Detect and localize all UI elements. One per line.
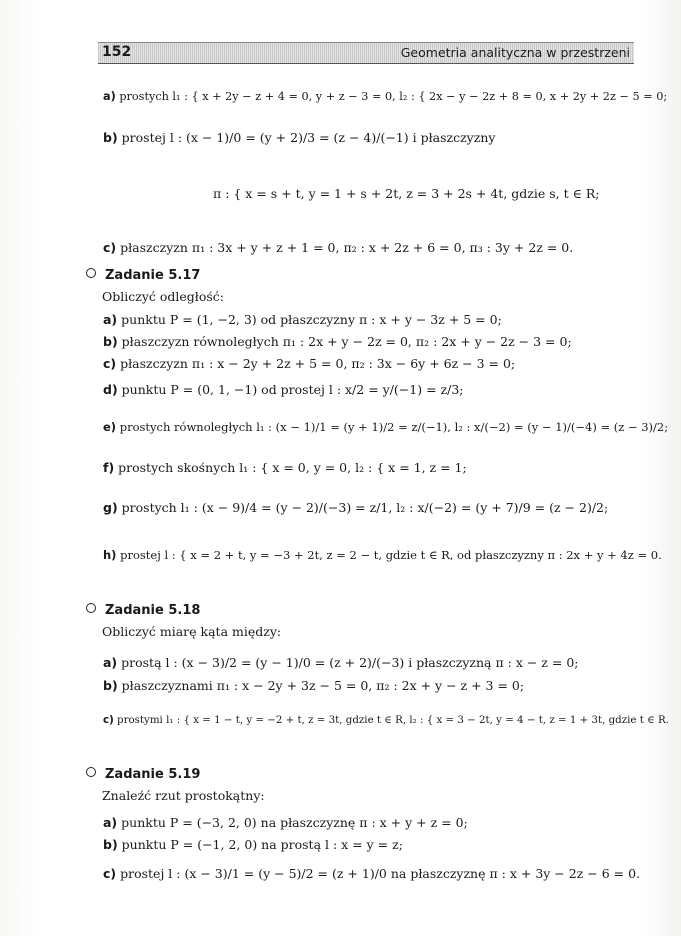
- item-label: b): [103, 678, 118, 693]
- exercise-title: Zadanie 5.17: [105, 268, 201, 283]
- chapter-title: Geometria analityczna w przestrzeni: [400, 45, 630, 60]
- exercise-title: Zadanie 5.19: [105, 767, 201, 782]
- item-formula: prostych równoległych l₁ : (x − 1)/1 = (y + 1)/2 = z/(−1), l₂ : x/(−2) = (y − 1)/(−4) = (z − 3)/2;: [119, 420, 669, 434]
- exercise-title: Zadanie 5.18: [105, 603, 201, 618]
- exercise-instruction: Obliczyć miarę kąta między:: [102, 624, 282, 639]
- exercise-item: [103, 240, 573, 255]
- item-formula: prostych l₁ : { x + 2y − z + 4 = 0, y + z − 3 = 0, l₂ : { 2x − y − 2z + 8 = 0, x + 2y + 2z − 5 = 0;: [119, 90, 668, 103]
- exercise-item: [103, 655, 578, 670]
- exercise-item: [213, 186, 599, 201]
- item-formula: prostymi l₁ : { x = 1 − t, y = −2 + t, z = 3t, gdzie t ∈ R, l₂ : { x = 3 − 2t, y = 4 − t, z = 1 + 3t, gdzie t ∈ R.: [117, 714, 669, 726]
- item-label: c): [103, 714, 114, 726]
- item-label: a): [103, 312, 118, 327]
- item-label: b): [103, 334, 118, 349]
- exercise-item: [103, 460, 467, 475]
- exercise-item: [103, 334, 572, 349]
- item-label: g): [103, 500, 118, 515]
- item-label: a): [103, 90, 116, 103]
- exercise-instruction: Znaleźć rzut prostokątny:: [102, 788, 265, 803]
- exercise-item: [103, 500, 608, 515]
- exercise-item: [103, 420, 668, 434]
- item-formula: płaszczyzn π₁ : 3x + y + z + 1 = 0, π₂ : x + 2z + 6 = 0, π₃ : 3y + 2z = 0.: [120, 240, 574, 255]
- item-label: h): [103, 548, 117, 562]
- item-formula: prostych skośnych l₁ : { x = 0, y = 0, l₂ : { x = 1, z = 1;: [118, 460, 467, 475]
- exercise-item: [103, 90, 667, 103]
- item-label: d): [103, 382, 118, 397]
- exercise-heading: [86, 603, 200, 618]
- running-header: [98, 42, 634, 64]
- bullet-circle-icon: [86, 268, 96, 278]
- exercise-item: [103, 130, 495, 145]
- exercise-item: [103, 678, 524, 693]
- item-formula: prostej l : { x = 2 + t, y = −3 + 2t, z = 2 − t, gdzie t ∈ R, od płaszczyzny π : 2x + y + 4z = 0.: [120, 548, 662, 562]
- exercise-heading: [86, 268, 200, 283]
- item-label: f): [103, 460, 115, 475]
- item-formula: punktu P = (1, −2, 3) od płaszczyzny π : x + y − 3z + 5 = 0;: [121, 312, 502, 327]
- item-label: c): [103, 240, 117, 255]
- exercise-item: [103, 382, 463, 397]
- item-label: b): [103, 837, 118, 852]
- exercise-instruction: Obliczyć odległość:: [102, 289, 224, 304]
- exercise-item: [103, 312, 502, 327]
- item-formula: prostej l : (x − 3)/1 = (y − 5)/2 = (z + 1)/0 na płaszczyznę π : x + 3y − 2z − 6 = 0.: [120, 866, 641, 881]
- bullet-circle-icon: [86, 603, 96, 613]
- exercise-item: [103, 714, 669, 726]
- bullet-circle-icon: [86, 767, 96, 777]
- item-formula: punktu P = (−3, 2, 0) na płaszczyznę π : x + y + z = 0;: [121, 815, 468, 830]
- exercise-item: [103, 356, 515, 371]
- exercise-heading: [86, 767, 200, 782]
- item-formula: π : { x = s + t, y = 1 + s + 2t, z = 3 + 2s + 4t, gdzie s, t ∈ R;: [213, 186, 600, 201]
- exercise-item: [103, 866, 640, 881]
- item-formula: płaszczyzn π₁ : x − 2y + 2z + 5 = 0, π₂ : 3x − 6y + 6z − 3 = 0;: [120, 356, 516, 371]
- item-formula: prostą l : (x − 3)/2 = (y − 1)/0 = (z + 2)/(−3) i płaszczyzną π : x − z = 0;: [121, 655, 579, 670]
- exercise-item: [103, 548, 662, 562]
- item-label: b): [103, 130, 118, 145]
- item-formula: płaszczyzn równoległych π₁ : 2x + y − 2z = 0, π₂ : 2x + y − 2z − 3 = 0;: [121, 334, 572, 349]
- item-label: c): [103, 866, 117, 881]
- item-formula: płaszczyznami π₁ : x − 2y + 3z − 5 = 0, π₂ : 2x + y − z + 3 = 0;: [121, 678, 525, 693]
- item-formula: prostych l₁ : (x − 9)/4 = (y − 2)/(−3) = z/1, l₂ : x/(−2) = (y + 7)/9 = (z − 2)/2;: [121, 500, 609, 515]
- item-label: e): [103, 420, 117, 434]
- item-label: a): [103, 655, 118, 670]
- exercise-item: [103, 837, 403, 852]
- item-formula: prostej l : (x − 1)/0 = (y + 2)/3 = (z − 4)/(−1) i płaszczyzny: [121, 130, 496, 145]
- page-number: 152: [102, 44, 132, 60]
- exercise-item: [103, 815, 468, 830]
- item-formula: punktu P = (−1, 2, 0) na prostą l : x = y = z;: [121, 837, 403, 852]
- item-label: c): [103, 356, 117, 371]
- item-formula: punktu P = (0, 1, −1) od prostej l : x/2 = y/(−1) = z/3;: [121, 382, 464, 397]
- item-label: a): [103, 815, 118, 830]
